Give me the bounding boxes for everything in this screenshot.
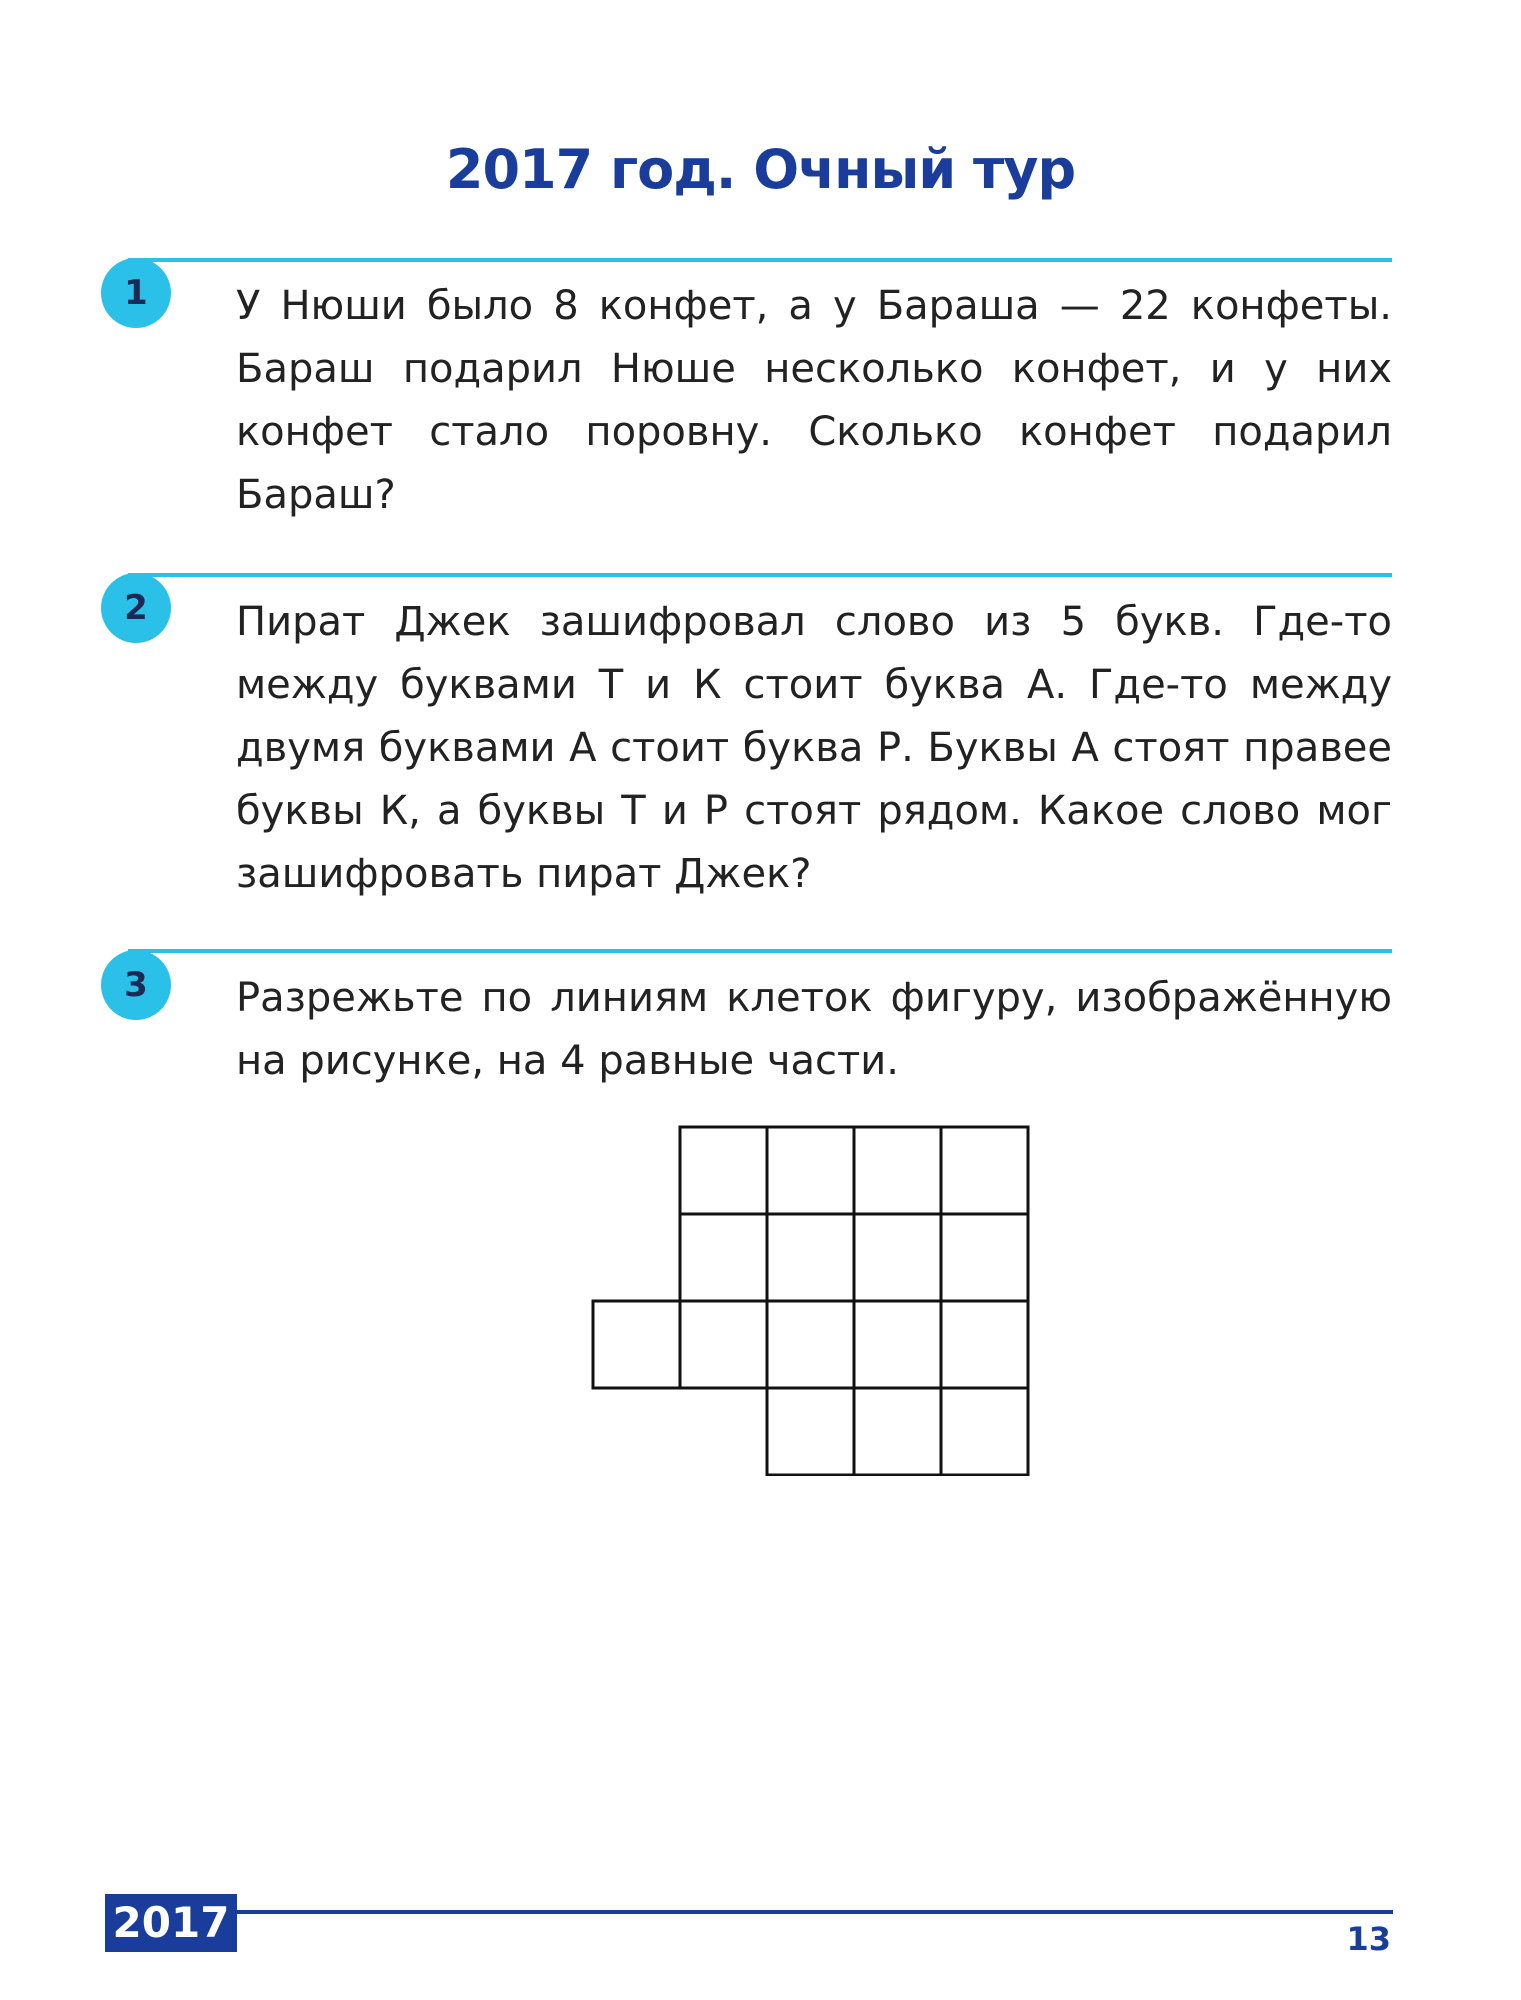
task-1-divider xyxy=(128,258,1392,262)
page-title: 2017 год. Очный тур xyxy=(445,138,1076,201)
grid-cell-1-1 xyxy=(680,1214,767,1301)
task-1-text: У Нюши было 8 конфет, а у Бараша — 22 конфеты. Бараш подарил Нюше несколько конфет, и у них конфет стало поровну. Сколько конфет подарил Бараш? xyxy=(236,283,1392,518)
grid-cell-0-2 xyxy=(767,1127,854,1214)
grid-cell-3-4 xyxy=(941,1388,1028,1475)
grid-cell-3-3 xyxy=(854,1388,941,1475)
task-2-text: Пират Джек зашифровал слово из 5 букв. Где-то между буквами Т и К стоит буква А. Где-то между двумя буквами А стоит буква Р. Буквы А стоят правее буквы К, а буквы Т и Р стоят рядом. Какое слово мог зашифровать пират Джек? xyxy=(236,599,1392,897)
task-2-divider xyxy=(128,573,1392,577)
grid-cell-0-1 xyxy=(680,1127,767,1214)
grid-cell-0-4 xyxy=(941,1127,1028,1214)
task-1-number-badge: 1 xyxy=(101,258,171,328)
grid-cell-2-3 xyxy=(854,1301,941,1388)
grid-cell-2-0 xyxy=(593,1301,680,1388)
footer-year-badge: 2017 xyxy=(105,1894,237,1952)
grid-figure xyxy=(590,1124,1030,1476)
task-3-divider xyxy=(128,949,1392,953)
grid-cell-2-2 xyxy=(767,1301,854,1388)
grid-cell-0-3 xyxy=(854,1127,941,1214)
grid-cell-2-1 xyxy=(680,1301,767,1388)
grid-cell-3-2 xyxy=(767,1388,854,1475)
grid-cell-1-2 xyxy=(767,1214,854,1301)
grid-cell-1-4 xyxy=(941,1214,1028,1301)
footer-divider xyxy=(105,1910,1393,1914)
task-3-text: Разрежьте по линиям клеток фигуру, изображённую на рисунке, на 4 равные части. xyxy=(236,975,1392,1084)
grid-cell-2-4 xyxy=(941,1301,1028,1388)
page-number: 13 xyxy=(1346,1920,1391,1958)
task-2-number-badge: 2 xyxy=(101,573,171,643)
task-3-number-badge: 3 xyxy=(101,950,171,1020)
grid-cell-1-3 xyxy=(854,1214,941,1301)
